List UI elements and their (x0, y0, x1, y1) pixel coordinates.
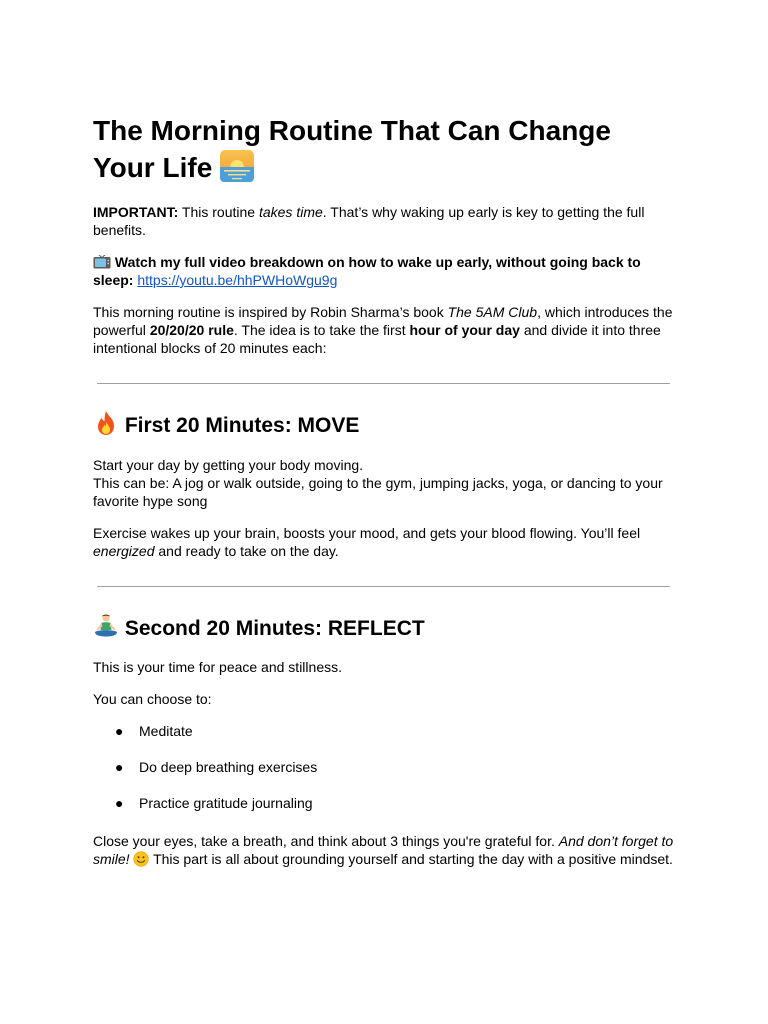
sunrise-icon (220, 150, 254, 182)
page-title-text: The Morning Routine That Can Change Your Life (93, 115, 611, 183)
section-heading-move-text: First 20 Minutes: MOVE (124, 414, 360, 437)
reflect-closing-paragraph (93, 832, 675, 868)
smile-icon (133, 851, 149, 867)
bullet-dot: ● (115, 759, 124, 775)
bullet-dot: ● (115, 795, 124, 811)
closing-emphasis: And don’t forget to smile! (93, 833, 674, 867)
intro-text-4: and divide it into three intentional blocks of 20 minutes each: (93, 322, 661, 356)
section-divider (97, 586, 670, 587)
book-title: The 5AM Club (447, 304, 538, 320)
move-line-2: This can be: A jog or walk outside, going to the gym, jumping jacks, yoga, or dancing to your favorite hype song (93, 475, 663, 509)
page-title (93, 112, 675, 186)
list-item (93, 722, 675, 740)
intro-text-1: This morning routine is inspired by Robin Sharma’s book (93, 304, 448, 320)
important-text-1: This routine (178, 204, 259, 220)
hour-emphasis: hour of your day (409, 322, 520, 338)
list-item-text: Meditate (139, 723, 193, 739)
move-text-2: and ready to take on the day. (154, 543, 339, 559)
reflect-paragraph-1: This is your time for peace and stillness. (93, 659, 342, 675)
list-item-text: Do deep breathing exercises (139, 759, 318, 775)
closing-text-2: This part is all about grounding yourself and starting the day with a positive mindset. (149, 851, 673, 867)
intro-text-2: , which introduces the powerful (93, 304, 673, 338)
important-paragraph (93, 203, 675, 239)
important-emphasis: takes time (258, 204, 323, 220)
closing-text-1: Close your eyes, take a breath, and think about 3 things you're grateful for. (93, 833, 559, 849)
important-text-2: . That’s why waking up early is key to getting the full benefits. (93, 204, 645, 238)
section-heading-reflect-text: Second 20 Minutes: REFLECT (124, 617, 425, 640)
section-heading-reflect (93, 613, 675, 643)
meditation-icon (93, 613, 119, 639)
move-paragraph-2 (93, 524, 675, 560)
list-item (93, 794, 675, 812)
bullet-dot: ● (115, 723, 124, 739)
intro-text-3: . The idea is to take the first (233, 322, 410, 338)
reflect-paragraph-2: You can choose to: (93, 691, 212, 707)
section-heading-move (93, 410, 675, 440)
tv-icon (93, 255, 111, 269)
intro-paragraph (93, 303, 675, 357)
fire-icon (93, 410, 119, 436)
important-label: IMPORTANT: (93, 204, 179, 220)
list-item-text: Practice gratitude journaling (139, 795, 313, 811)
video-link[interactable]: https://youtu.be/hhPWHoWgu9g (137, 272, 338, 288)
move-paragraph-1 (93, 456, 675, 510)
section-divider (97, 383, 670, 384)
list-item (93, 758, 675, 776)
video-callout: Watch my full video breakdown on how to wake up early, without going back to sleep: (93, 254, 641, 288)
video-paragraph (93, 253, 675, 289)
move-emphasis: energized (93, 543, 155, 559)
move-line-1: Start your day by getting your body moving. (93, 457, 364, 473)
reflect-bullet-list (93, 722, 675, 812)
rule-name: 20/20/20 rule (149, 322, 234, 338)
move-text-1: Exercise wakes up your brain, boosts your mood, and gets your blood flowing. You’ll feel (93, 525, 641, 541)
document-body (93, 112, 675, 868)
